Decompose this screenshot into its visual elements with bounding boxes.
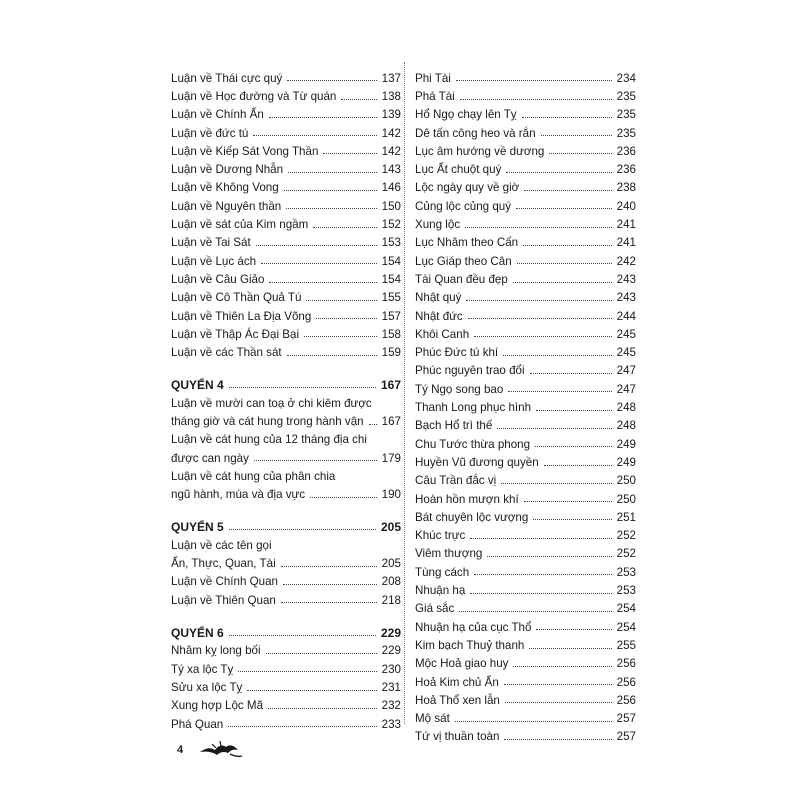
dot-leader — [517, 263, 612, 264]
toc-entry-page: 251 — [616, 510, 636, 524]
dot-leader — [504, 739, 611, 740]
toc-entry-title: Lục Nhâm theo Cấn — [415, 236, 519, 250]
dot-leader — [522, 117, 612, 118]
dot-leader — [503, 355, 612, 356]
toc-entry-page: 205 — [380, 520, 401, 535]
toc-entry-page: 150 — [381, 199, 401, 213]
toc-entry-title: Luận về mười can toạ ở chi kiêm được — [171, 396, 372, 410]
toc-entry-page: 257 — [616, 712, 636, 726]
toc-entry-title: Dê tấn công heo và rắn — [415, 126, 536, 140]
toc-entry-page: 235 — [616, 108, 636, 122]
dot-leader — [504, 684, 612, 685]
toc-entry-page: 159 — [381, 346, 401, 360]
toc-entry-page: 249 — [616, 455, 636, 469]
toc-entry-title: QUYỂN 6 — [171, 625, 224, 640]
toc-entry — [415, 340, 636, 358]
dot-leader — [516, 208, 612, 209]
dot-leader — [341, 99, 376, 100]
toc-entry — [415, 725, 636, 743]
toc-entry — [415, 688, 636, 706]
toc-entry — [171, 483, 401, 501]
toc-entry-title: Luận về các tên gọi — [171, 538, 272, 552]
toc-entry — [415, 66, 636, 84]
toc-entry — [415, 157, 636, 175]
toc-entry-title: Mộc Hoả giao huy — [415, 657, 509, 671]
toc-entry-title: Hổ Ngọ chạy lên Tỵ — [415, 108, 517, 122]
dot-leader — [524, 190, 611, 191]
toc-entry-title: Phá Quan — [171, 717, 224, 731]
toc-entry-page: 245 — [616, 327, 636, 341]
dot-leader — [288, 172, 377, 173]
toc-entry-title: Luận về sát của Kim ngầm — [171, 218, 309, 232]
dot-leader — [313, 227, 376, 228]
toc-entry-title: Lục Ất chuột quý — [415, 163, 502, 177]
dot-leader — [544, 465, 612, 466]
toc-entry-page: 146 — [381, 181, 401, 195]
toc-entry — [415, 542, 636, 560]
dot-leader — [281, 566, 377, 567]
dot-leader — [287, 80, 376, 81]
dot-leader — [269, 117, 377, 118]
toc-entry — [415, 450, 636, 468]
dot-leader — [468, 318, 612, 319]
dot-leader — [229, 387, 376, 388]
dot-leader — [286, 208, 376, 209]
toc-entry — [415, 359, 636, 377]
toc-entry-page: 190 — [381, 488, 401, 502]
toc-entry — [171, 194, 401, 212]
dot-leader — [256, 245, 377, 246]
toc-entry-page: 241 — [616, 218, 636, 232]
toc-entry — [415, 194, 636, 212]
toc-entry — [171, 176, 401, 194]
toc-entry-page: 142 — [381, 126, 401, 140]
dot-leader — [253, 135, 376, 136]
toc-entry-title: Bát chuyên lộc vượng — [415, 510, 529, 524]
toc-entry — [171, 84, 401, 102]
toc-entry — [415, 578, 636, 596]
toc-entry — [415, 652, 636, 670]
toc-entry — [415, 286, 636, 304]
toc-entry-title: Tùng cách — [415, 565, 470, 579]
toc-entry — [171, 570, 401, 588]
dot-leader — [466, 300, 611, 301]
dot-leader — [287, 355, 377, 356]
toc-entry-page: 208 — [381, 575, 401, 589]
toc-entry — [415, 560, 636, 578]
dot-leader — [310, 497, 377, 498]
dot-leader — [513, 666, 611, 667]
toc-entry-page: 238 — [616, 181, 636, 195]
toc-entry — [415, 103, 636, 121]
dot-leader — [549, 153, 611, 154]
toc-entry-title: Luận về Thái cực quý — [171, 71, 283, 85]
toc-entry-title: Luận về các Thần sát — [171, 346, 282, 360]
toc-section-heading — [171, 620, 401, 638]
toc-entry-page: 179 — [381, 451, 401, 465]
dot-leader — [281, 602, 377, 603]
toc-entry — [415, 469, 636, 487]
toc-entry-page: 218 — [381, 593, 401, 607]
dot-leader — [269, 282, 376, 283]
toc-entry — [415, 633, 636, 651]
toc-entry — [171, 551, 401, 569]
toc-entry-page: 229 — [380, 625, 401, 640]
toc-entry-page: 231 — [381, 680, 401, 694]
toc-entry — [415, 322, 636, 340]
dot-leader — [505, 702, 612, 703]
toc-entry-title: Luận về Tai Sát — [171, 236, 251, 250]
toc-entry-title: Tý Ngọ song bao — [415, 382, 504, 396]
toc-entry-title: Ấn, Thực, Quan, Tài — [171, 557, 276, 571]
toc-entry — [171, 157, 401, 175]
toc-right-column — [415, 66, 636, 743]
toc-entry — [171, 322, 401, 340]
toc-entry — [415, 304, 636, 322]
toc-entry — [415, 84, 636, 102]
toc-entry-title: Sửu xa lộc Tỵ — [171, 680, 243, 694]
toc-entry-page: 243 — [616, 291, 636, 305]
toc-entry-page: 245 — [616, 346, 636, 360]
toc-entry-title: QUYỂN 5 — [171, 520, 224, 535]
toc-entry-title: Luận về Câu Giảo — [171, 272, 265, 286]
dot-leader — [306, 300, 376, 301]
dot-leader — [541, 135, 612, 136]
toc-entry — [415, 523, 636, 541]
toc-entry-page: 143 — [381, 163, 401, 177]
toc-entry — [171, 391, 401, 409]
toc-entry — [415, 231, 636, 249]
toc-entry — [415, 395, 636, 413]
toc-entry-page: 248 — [616, 419, 636, 433]
toc-entry-page: 252 — [616, 547, 636, 561]
toc-entry-title: Luận về Chính Quan — [171, 575, 278, 589]
toc-entry — [415, 139, 636, 157]
toc-entry-page: 244 — [616, 309, 636, 323]
toc-entry-title: Hoàn hồn mượn khí — [415, 492, 519, 506]
toc-entry-page: 247 — [616, 382, 636, 396]
toc-entry-title: Luận về Không Vong — [171, 181, 279, 195]
toc-entry — [415, 597, 636, 615]
toc-entry — [171, 588, 401, 606]
toc-entry — [415, 505, 636, 523]
toc-entry-page: 243 — [616, 272, 636, 286]
toc-entry-page: 153 — [381, 236, 401, 250]
toc-entry-page: 155 — [381, 291, 401, 305]
toc-entry — [415, 176, 636, 194]
toc-entry-page: 137 — [381, 71, 401, 85]
toc-entry-page: 152 — [381, 218, 401, 232]
dot-leader — [536, 410, 612, 411]
dot-leader — [487, 556, 611, 557]
toc-entry-title: Nhuận hạ — [415, 584, 466, 598]
toc-entry-page: 142 — [381, 144, 401, 158]
dot-leader — [535, 446, 612, 447]
toc-entry-page: 235 — [616, 126, 636, 140]
toc-entry-page: 257 — [616, 730, 636, 744]
toc-entry-page: 236 — [616, 163, 636, 177]
page-number: 4 — [177, 744, 184, 756]
toc-entry-page: 158 — [381, 327, 401, 341]
dot-leader — [524, 501, 612, 502]
toc-entry-page: 235 — [616, 90, 636, 103]
dot-leader — [513, 282, 612, 283]
toc-entry-title: Thanh Long phục hình — [415, 401, 532, 415]
toc-entry — [415, 670, 636, 688]
toc-entry — [171, 66, 401, 84]
dot-leader — [228, 726, 376, 727]
toc-entry-title: Luận về Lục ách — [171, 254, 257, 268]
toc-entry-page: 248 — [616, 401, 636, 415]
toc-entry-page: 250 — [616, 474, 636, 488]
toc-entry-title: Xung hợp Lộc Mã — [171, 699, 264, 713]
toc-entry — [171, 694, 401, 712]
toc-entry-page: 253 — [616, 565, 636, 579]
toc-entry-title: Khúc trực — [415, 529, 466, 543]
toc-entry — [415, 414, 636, 432]
section-gap — [171, 501, 401, 515]
dot-leader — [501, 483, 611, 484]
dot-leader — [530, 373, 612, 374]
toc-entry — [171, 428, 401, 446]
dot-leader — [536, 629, 611, 630]
section-gap — [171, 359, 401, 373]
toc-entry — [171, 139, 401, 157]
toc-entry-title: Tài Quan đều đẹp — [415, 272, 508, 286]
dot-leader — [283, 584, 377, 585]
toc-entry-page: 230 — [381, 662, 401, 676]
toc-entry — [171, 249, 401, 267]
toc-entry-title: được can ngày — [171, 451, 249, 465]
toc-entry-title: Nhật quý — [415, 291, 462, 305]
toc-entry-page: 157 — [381, 309, 401, 323]
toc-entry-title: Phi Tài — [415, 71, 451, 85]
toc-entry — [171, 267, 401, 285]
toc-entry-page: 233 — [381, 717, 401, 731]
toc-entry-page: 234 — [616, 71, 636, 85]
toc-entry-title: Luận về Chính Ấn — [171, 108, 264, 122]
ink-bird-ornament-icon — [198, 738, 244, 765]
dot-leader — [304, 336, 377, 337]
toc-entry — [171, 675, 401, 693]
toc-entry-page: 138 — [381, 90, 401, 103]
toc-entry — [171, 464, 401, 482]
toc-entry — [171, 446, 401, 464]
toc-entry-title: QUYỂN 4 — [171, 378, 224, 393]
toc-entry-page: 154 — [381, 254, 401, 268]
toc-entry — [415, 377, 636, 395]
dot-leader — [523, 245, 612, 246]
dot-leader — [284, 190, 377, 191]
toc-entry-page: 250 — [616, 492, 636, 506]
toc-entry — [415, 121, 636, 139]
toc-entry-title: Huyền Vũ đương quyền — [415, 455, 539, 469]
toc-entry-title: Luận về Thiên Quan — [171, 593, 276, 607]
toc-entry-title: Hoả Thổ xen lẫn — [415, 693, 500, 707]
dot-leader — [470, 538, 611, 539]
toc-entry-page: 240 — [616, 199, 636, 213]
section-gap — [171, 606, 401, 620]
toc-entry-page: 256 — [616, 675, 636, 689]
toc-entry-title: Nhuận hạ của cục Thổ — [415, 620, 532, 634]
dot-leader — [470, 593, 611, 594]
toc-entry — [415, 267, 636, 285]
dot-leader — [460, 99, 612, 100]
toc-entry-page: 249 — [616, 437, 636, 451]
toc-entry — [171, 103, 401, 121]
dot-leader — [456, 80, 612, 81]
toc-entry — [171, 212, 401, 230]
toc-entry — [415, 487, 636, 505]
toc-entry-title: Luận về Kiếp Sát Vong Thần — [171, 144, 319, 158]
toc-entry — [171, 286, 401, 304]
toc-entry-page: 247 — [616, 364, 636, 378]
toc-entry-page: 254 — [616, 602, 636, 616]
dot-leader — [229, 529, 376, 530]
toc-entry-title: Luận về cát hung của 12 tháng địa chi — [171, 433, 367, 447]
toc-entry — [415, 212, 636, 230]
dot-leader — [238, 671, 376, 672]
toc-entry-title: Luận về đức tú — [171, 126, 249, 140]
toc-entry-title: Luận về Nguyên thần — [171, 199, 282, 213]
toc-entry-title: Xung lộc — [415, 218, 461, 232]
dot-leader — [474, 574, 612, 575]
toc-entry-title: Luận về Học đường và Từ quán — [171, 90, 337, 103]
toc-left-column — [171, 66, 401, 730]
toc-section-heading — [171, 515, 401, 533]
toc-entry — [171, 657, 401, 675]
toc-entry-title: Mộ sát — [415, 712, 450, 726]
toc-entry-page: 253 — [616, 584, 636, 598]
toc-entry-title: Luận về Dương Nhẫn — [171, 163, 284, 177]
toc-entry — [171, 304, 401, 322]
dot-leader — [508, 391, 611, 392]
toc-entry-title: Câu Trần đắc vị — [415, 474, 497, 488]
toc-entry — [415, 432, 636, 450]
column-divider — [404, 62, 405, 724]
toc-entry — [171, 409, 401, 427]
toc-entry-title: Luận về Thiên La Địa Võng — [171, 309, 312, 323]
toc-section-heading — [171, 373, 401, 391]
dot-leader — [369, 424, 377, 425]
toc-entry-page: 254 — [616, 620, 636, 634]
dot-leader — [529, 648, 611, 649]
dot-leader — [229, 635, 376, 636]
toc-entry-title: Viêm thượng — [415, 547, 483, 561]
toc-entry-title: Tý xa lộc Tỵ — [171, 662, 234, 676]
dot-leader — [465, 227, 612, 228]
toc-entry-title: Luận về cát hung của phân chia — [171, 469, 336, 483]
toc-entry-page: 167 — [380, 378, 401, 393]
dot-leader — [316, 318, 376, 319]
toc-entry-title: Lục âm hướng về dương — [415, 144, 545, 158]
dot-leader — [268, 708, 377, 709]
toc-entry-page: 242 — [616, 254, 636, 268]
dot-leader — [455, 721, 612, 722]
toc-entry-title: Củng lộc củng quý — [415, 199, 512, 213]
toc-entry-title: Lục Giáp theo Cân — [415, 254, 512, 268]
toc-entry-title: ngũ hành, mùa và địa vực — [171, 488, 306, 502]
toc-entry — [415, 706, 636, 724]
toc-entry-title: Nhâm kỵ long bối — [171, 644, 261, 658]
toc-entry-page: 229 — [381, 644, 401, 658]
toc-entry-title: Kim bạch Thuỷ thanh — [415, 638, 525, 652]
toc-entry-page: 139 — [381, 108, 401, 122]
toc-entry — [171, 712, 401, 730]
toc-entry-page: 241 — [616, 236, 636, 250]
dot-leader — [266, 653, 377, 654]
toc-entry-title: Phá Tài — [415, 90, 455, 103]
toc-entry — [171, 231, 401, 249]
toc-entry-title: Luận về Cô Thần Quả Tú — [171, 291, 302, 305]
toc-entry-title: Hoả Kim chủ Ấn — [415, 675, 499, 689]
toc-entry-page: 154 — [381, 272, 401, 286]
toc-entry-page: 232 — [381, 699, 401, 713]
toc-entry-page: 252 — [616, 529, 636, 543]
toc-entry-title: Luận về Thập Ác Đại Bại — [171, 327, 300, 341]
toc-entry — [171, 340, 401, 358]
toc-entry-title: Giá sắc — [415, 602, 455, 616]
toc-entry-title: Khôi Canh — [415, 327, 470, 341]
dot-leader — [474, 336, 612, 337]
toc-entry-title: Lộc ngày quy về giờ — [415, 181, 520, 195]
toc-entry — [171, 533, 401, 551]
toc-entry-title: Bạch Hổ trì thế — [415, 419, 493, 433]
toc-entry-title: Nhật đức — [415, 309, 463, 323]
toc-entry-page: 205 — [381, 557, 401, 571]
toc-entry-title: Phúc Đức tú khí — [415, 346, 499, 360]
toc-entry-page: 255 — [616, 638, 636, 652]
dot-leader — [533, 519, 611, 520]
toc-entry-page: 167 — [381, 415, 401, 429]
toc-entry-title: Phúc nguyên trao đổi — [415, 364, 525, 378]
dot-leader — [247, 690, 376, 691]
toc-entry — [415, 249, 636, 267]
dot-leader — [261, 263, 377, 264]
dot-leader — [459, 611, 611, 612]
toc-entry — [171, 121, 401, 139]
toc-entry-title: tháng giờ và cát hung trong hành vận — [171, 415, 364, 429]
toc-entry-page: 256 — [616, 657, 636, 671]
toc-entry-title: Tứ vị thuần toàn — [415, 730, 500, 744]
dot-leader — [323, 153, 376, 154]
toc-entry-page: 256 — [616, 693, 636, 707]
toc-entry — [171, 639, 401, 657]
dot-leader — [254, 460, 377, 461]
dot-leader — [497, 428, 611, 429]
toc-entry — [415, 615, 636, 633]
toc-entry-page: 236 — [616, 144, 636, 158]
dot-leader — [506, 172, 611, 173]
toc-entry-title: Chu Tước thừa phong — [415, 437, 531, 451]
